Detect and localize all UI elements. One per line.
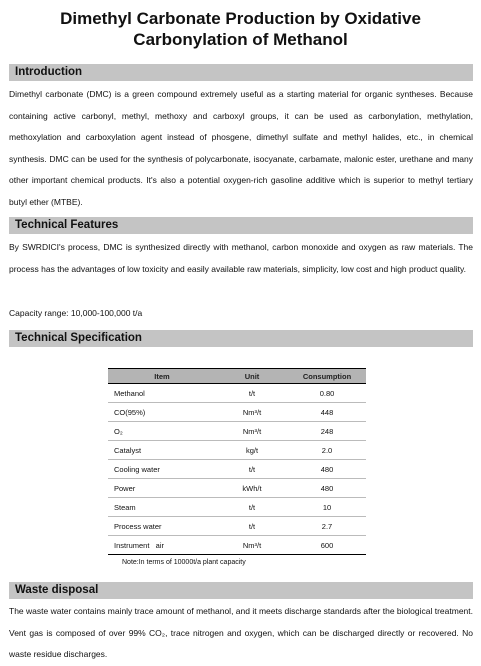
row-consumption: 2.0: [288, 441, 366, 460]
table-row: [108, 384, 366, 403]
row-unit: t/t: [216, 384, 288, 403]
table-row: [108, 460, 366, 479]
table-note: Note:In terms of 10000t/a plant capacity: [122, 559, 246, 566]
row-unit: kg/t: [216, 441, 288, 460]
row-item: O₂: [108, 422, 216, 441]
technical-features-text: By SWRDICI's process, DMC is synthesized directly with methanol, carbon monoxide and oxygen as raw materials. The process has the advantages of low toxicity and easily available raw materials, simplicity, low cost and high product quality.: [9, 242, 473, 274]
specification-table: [108, 368, 366, 555]
introduction-text: Dimethyl carbonate (DMC) is a green compound extremely useful as a starting material for organic syntheses. Because containing active carbonyl, methyl, methoxy and carboxyl groups, it can be used as carbonylation, methylation, methoxylation and carboxylation agent instead of phosgene, dimethyl sulfate and methyl halides, etc., in chemical synthesis. DMC can be used for the synthesis of polycarbonate, isocyanate, carbamate, malonic ester, urethane and many other important chemical products. It's also a potential oxygen-rich gasoline additive which is superior to methyl tertiary butyl ether (MTBE).: [9, 89, 473, 207]
row-item: Power: [108, 479, 216, 498]
row-consumption: 248: [288, 422, 366, 441]
table-row: [108, 403, 366, 422]
row-item: Methanol: [108, 384, 216, 403]
row-item: Catalyst: [108, 441, 216, 460]
table-row: [108, 498, 366, 517]
header-consumption: Consumption: [288, 369, 366, 384]
row-item: Steam: [108, 498, 216, 517]
row-unit: Nm³/t: [216, 403, 288, 422]
row-consumption: 600: [288, 536, 366, 555]
row-consumption: 2.7: [288, 517, 366, 536]
waste-disposal-heading: Waste disposal: [9, 582, 473, 599]
table-row: [108, 422, 366, 441]
row-item: CO(95%): [108, 403, 216, 422]
technical-features-heading: Technical Features: [9, 217, 473, 234]
row-consumption: 480: [288, 460, 366, 479]
introduction-heading: Introduction: [9, 64, 473, 81]
row-item: Instrument air: [108, 536, 216, 555]
waste-disposal-text: The waste water contains mainly trace amount of methanol, and it meets discharge standards after the biological treatment. Vent gas is composed of over 99% CO₂, trace nitrogen and oxygen, which can be discharged directly or recovered. No waste residue discharges.: [9, 606, 473, 659]
row-unit: Nm³/t: [216, 422, 288, 441]
page-title: [0, 8, 481, 50]
title-line-1: Dimethyl Carbonate Production by Oxidative: [60, 9, 421, 28]
table-row: [108, 536, 366, 555]
table-header-row: [108, 369, 366, 384]
table-row: [108, 517, 366, 536]
row-unit: Nm³/t: [216, 536, 288, 555]
table-row: [108, 441, 366, 460]
technical-specification-heading: Technical Specification: [9, 330, 473, 347]
header-item: Item: [108, 369, 216, 384]
row-unit: t/t: [216, 517, 288, 536]
capacity-range: Capacity range: 10,000-100,000 t/a: [9, 308, 143, 318]
row-unit: t/t: [216, 498, 288, 517]
title-line-2: Carbonylation of Methanol: [133, 30, 348, 49]
row-consumption: 10: [288, 498, 366, 517]
row-consumption: 480: [288, 479, 366, 498]
row-item: Cooling water: [108, 460, 216, 479]
table-row: [108, 479, 366, 498]
row-item: Process water: [108, 517, 216, 536]
specification-table-container: [108, 368, 374, 566]
row-unit: t/t: [216, 460, 288, 479]
header-unit: Unit: [216, 369, 288, 384]
row-consumption: 0.80: [288, 384, 366, 403]
row-unit: kWh/t: [216, 479, 288, 498]
row-consumption: 448: [288, 403, 366, 422]
